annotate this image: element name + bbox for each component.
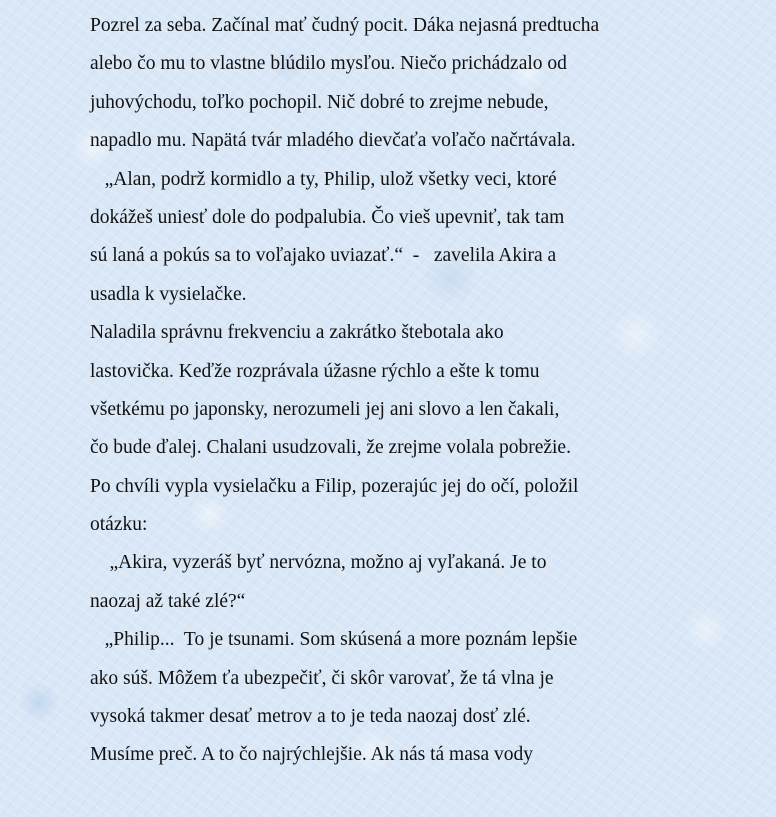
text-line-14: otázku: [90, 514, 148, 536]
text-line-8: usadla k vysielačke. [90, 283, 247, 305]
text-line-16: naozaj až také zlé?“ [90, 590, 246, 612]
text-line-12: čo bude ďalej. Chalani usudzovali, že zrejme volala pobrežie. [90, 437, 571, 459]
text-line-17: „Philip... To je tsunami. Som skúsená a more poznám lepšie [90, 629, 578, 651]
text-line-2: alebo čo mu to vlastne blúdilo mysľou. Niečo prichádzalo od [90, 53, 567, 75]
text-line-11: všetkému po japonsky, nerozumeli jej ani slovo a len čakali, [90, 398, 560, 420]
text-line-4: napadlo mu. Napätá tvár mladého dievčaťa voľačo načrtávala. [90, 130, 576, 152]
text-line-7: sú laná a pokús sa to voľajako uviazať.“ - zavelila Akira a [90, 245, 557, 267]
document-page [90, 7, 730, 775]
text-line-15: „Akira, vyzeráš byť nervózna, možno aj vyľakaná. Je to [90, 552, 547, 574]
text-line-13: Po chvíli vypla vysielačku a Filip, pozerajúc jej do očí, položil [90, 475, 579, 497]
text-line-19: vysoká takmer desať metrov a to je teda naozaj dosť zlé. [90, 706, 531, 728]
text-line-9: Naladila správnu frekvenciu a zakrátko štebotala ako [90, 322, 504, 344]
text-line-5: „Alan, podrž kormidlo a ty, Philip, ulož všetky veci, ktoré [90, 168, 557, 190]
text-line-10: lastovička. Keďže rozprávala úžasne rýchlo a ešte k tomu [90, 360, 540, 382]
text-line-1: Pozrel za seba. Začínal mať čudný pocit. Dáka nejasná predtucha [90, 15, 600, 36]
text-line-3: juhovýchodu, toľko pochopil. Nič dobré to zrejme nebude, [90, 91, 549, 113]
text-line-20: Musíme preč. A to čo najrýchlejšie. Ak nás tá masa vody [90, 744, 533, 766]
text-line-18: ako súš. Môžem ťa ubezpečiť, či skôr varovať, že tá vlna je [90, 667, 554, 689]
text-line-6: dokážeš uniesť dole do podpalubia. Čo vieš upevniť, tak tam [90, 206, 565, 228]
